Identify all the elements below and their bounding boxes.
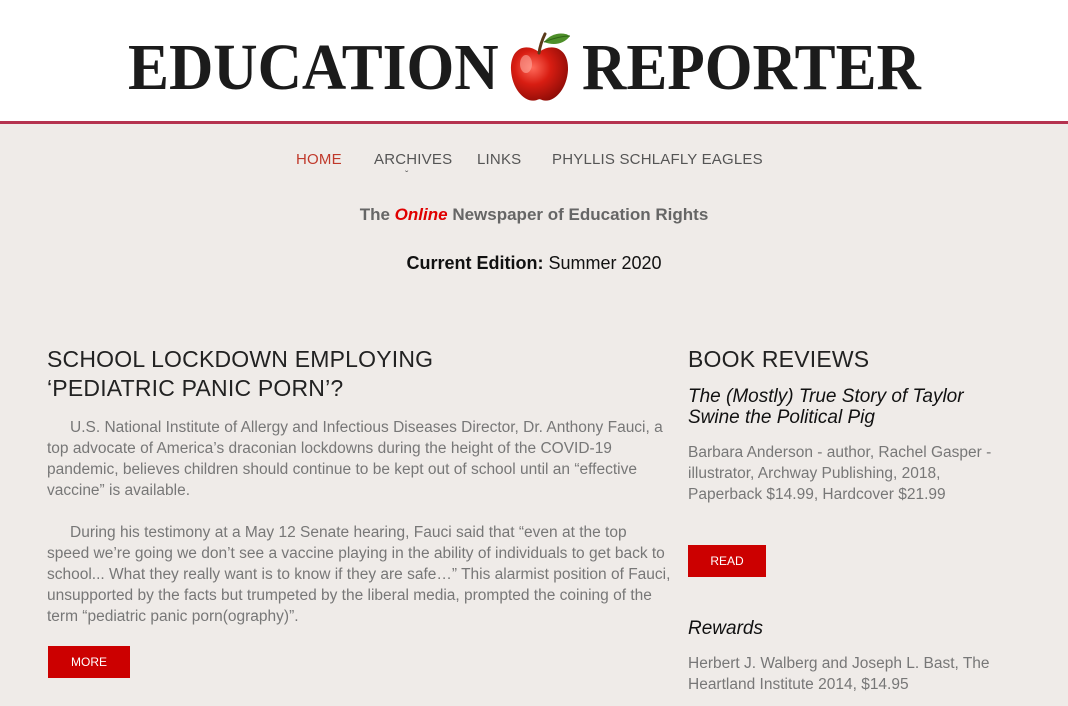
current-edition [0, 253, 1068, 274]
featured-article [47, 345, 672, 627]
sidebar-title: BOOK REVIEWS [688, 346, 870, 372]
apple-icon [504, 28, 574, 108]
nav-archives[interactable]: ARCHIVES [374, 151, 453, 168]
more-button[interactable]: MORE [48, 646, 130, 678]
article-title-line2: ‘PEDIATRIC PANIC PORN’? [47, 375, 344, 401]
header-divider [0, 121, 1068, 124]
edition-label: Current Edition: [406, 253, 544, 273]
chevron-down-icon[interactable]: ˇ [405, 170, 409, 181]
book-reviews-sidebar [688, 345, 1018, 505]
nav-home[interactable]: HOME [296, 151, 342, 168]
article-title[interactable] [47, 345, 672, 403]
nav-phyllis-schlafly-eagles[interactable]: PHYLLIS SCHLAFLY EAGLES [552, 151, 763, 168]
edition-value: Summer 2020 [548, 253, 662, 273]
article-title-line1: SCHOOL LOCKDOWN EMPLOYING [47, 346, 434, 372]
article-paragraph-1: U.S. National Institute of Allergy and Infectious Diseases Director, Dr. Anthony Fauci, a top advocate of America’s draconian lockdowns during the height of the COVID-19 pandemic, believes children should continue to be kept out of school until an “effective vaccine” is available. [47, 419, 663, 499]
tagline-online: Online [394, 205, 448, 224]
logo-word-reporter: REPORTER [582, 31, 921, 104]
tagline-prefix: The [359, 205, 390, 224]
book2-title[interactable]: Rewards [688, 618, 763, 639]
site-tagline [0, 205, 1068, 225]
tagline-suffix: Newspaper of Education Rights [452, 205, 709, 224]
nav-links[interactable]: LINKS [477, 151, 522, 168]
main-nav [0, 151, 1068, 181]
book2-meta: Herbert J. Walberg and Joseph L. Bast, The Heartland Institute 2014, $14.95 [688, 655, 990, 693]
book1-meta: Barbara Anderson - author, Rachel Gasper - illustrator, Archway Publishing, 2018, Paperback $14.99, Hardcover $21.99 [688, 444, 992, 503]
site-logo[interactable] [128, 28, 946, 108]
site-header [0, 0, 1068, 121]
article-paragraph-2: During his testimony at a May 12 Senate hearing, Fauci said that “even at the top speed we’re going we don’t see a vaccine playing in the ability of individuals to get back to school... What they really want is to know if they are safe…” This alarmist position of Fauci, unsupported by the facts but trumpeted by the liberal media, prompted the coining of the term “pediatric panic porn(ography)”. [47, 524, 671, 625]
logo-word-education: EDUCATION [128, 31, 499, 104]
book1-title[interactable]: The (Mostly) True Story of Taylor Swine the Political Pig [688, 386, 964, 428]
read-button[interactable]: READ [688, 545, 766, 577]
